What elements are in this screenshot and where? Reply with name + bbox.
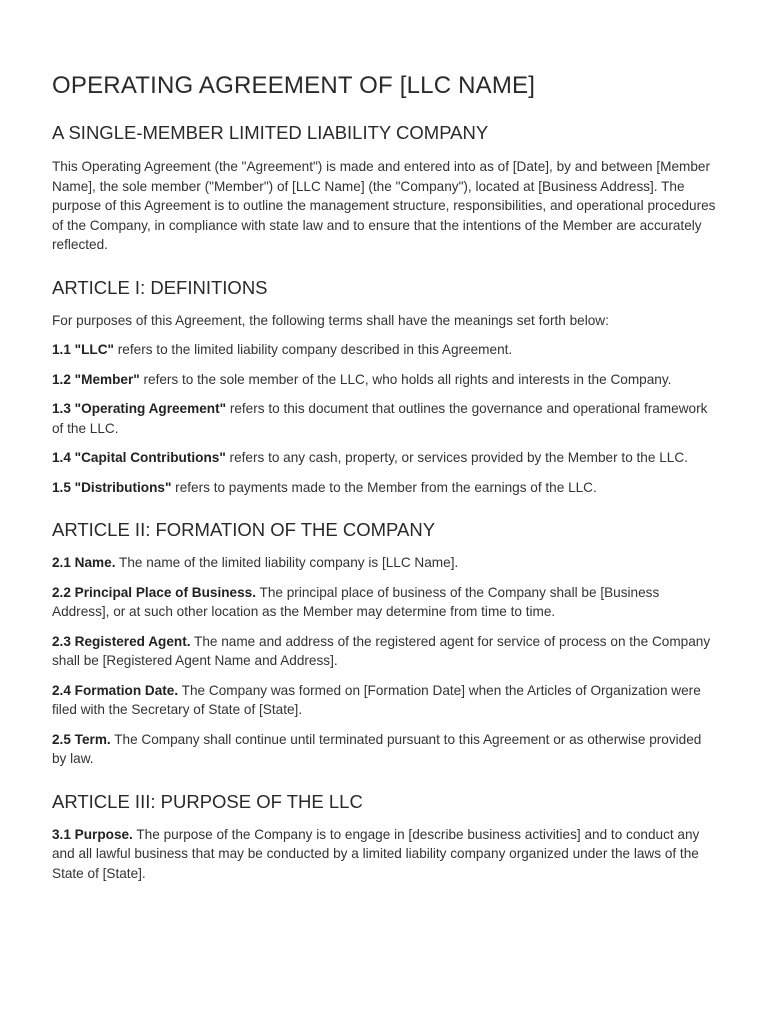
section-text: The Company was formed on [Formation Date] when the Articles of Organization were filed with the Secretary of State of [State].: [52, 682, 701, 717]
definition-item: [52, 399, 718, 438]
definition-term: 1.5 "Distributions": [52, 479, 172, 495]
intro-paragraph: This Operating Agreement (the "Agreement") is made and entered into as of [Date], by and between [Member Name], the sole member ("Member") of [LLC Name] (the "Company"), located at [Business Address]. The purpose of this Agreement is to outline the management structure, responsibilities, and operational procedures of the Company, in compliance with state law and to ensure that the intentions of the Member are accurately reflected.: [52, 159, 716, 252]
definition-text: refers to the limited liability company described in this Agreement.: [114, 342, 513, 357]
definition-term: 1.1 "LLC": [52, 342, 114, 357]
section-item: [52, 553, 718, 573]
definition-text: refers to this document that outlines the governance and operational framework of the LLC.: [52, 401, 708, 436]
section-term: 2.1 Name.: [52, 555, 116, 570]
section-item: [52, 681, 718, 720]
article-1-lead: For purposes of this Agreement, the following terms shall have the meanings set forth below:: [52, 312, 609, 328]
section-term: 2.2 Principal Place of Business.: [52, 584, 256, 600]
section-item: [52, 632, 718, 671]
article-2-heading: ARTICLE II: FORMATION OF THE COMPANY: [52, 519, 436, 540]
definition-text: refers to the sole member of the LLC, who holds all rights and interests in the Company.: [139, 371, 672, 387]
section-term: 2.5 Term.: [52, 731, 111, 747]
section-item: [52, 730, 718, 769]
section-term: 3.1 Purpose.: [52, 826, 133, 842]
article-3-heading: ARTICLE III: PURPOSE OF THE LLC: [52, 790, 363, 812]
definition-text: refers to payments made to the Member from the earnings of the LLC.: [171, 479, 597, 495]
section-item: [52, 583, 718, 622]
definition-term: 1.2 "Member": [52, 371, 140, 387]
section-text: The principal place of business of the Company shall be [Business Address], or at such other location as the Member may determine from time to time.: [52, 584, 660, 619]
article-1-heading: ARTICLE I: DEFINITIONS: [52, 276, 268, 298]
section-text: The name and address of the registered agent for service of process on the Company shall be [Registered Agent Name and Address].: [52, 633, 711, 668]
document-title: OPERATING AGREEMENT OF [LLC NAME]: [52, 72, 536, 99]
section-item: [52, 825, 718, 884]
document-subtitle: A SINGLE-MEMBER LIMITED LIABILITY COMPANY: [52, 122, 489, 143]
definition-term: 1.3 "Operating Agreement": [52, 401, 227, 416]
definition-text: refers to any cash, property, or services provided by the Member to the LLC.: [225, 450, 688, 465]
section-term: 2.3 Registered Agent.: [52, 633, 191, 649]
definition-item: [52, 340, 718, 360]
section-text: The Company shall continue until terminated pursuant to this Agreement or as otherwise provided by law.: [52, 731, 702, 766]
section-text: The purpose of the Company is to engage in [describe business activities] and to conduct any and all lawful business that may be conducted by a limited liability company organized under the laws of the State of [State].: [52, 826, 700, 881]
definition-item: [52, 448, 718, 468]
section-text: The name of the limited liability company is [LLC Name].: [115, 555, 459, 570]
definition-item: [52, 478, 718, 498]
section-term: 2.4 Formation Date.: [52, 682, 179, 698]
definition-term: 1.4 "Capital Contributions": [52, 450, 226, 465]
definition-item: [52, 370, 718, 390]
